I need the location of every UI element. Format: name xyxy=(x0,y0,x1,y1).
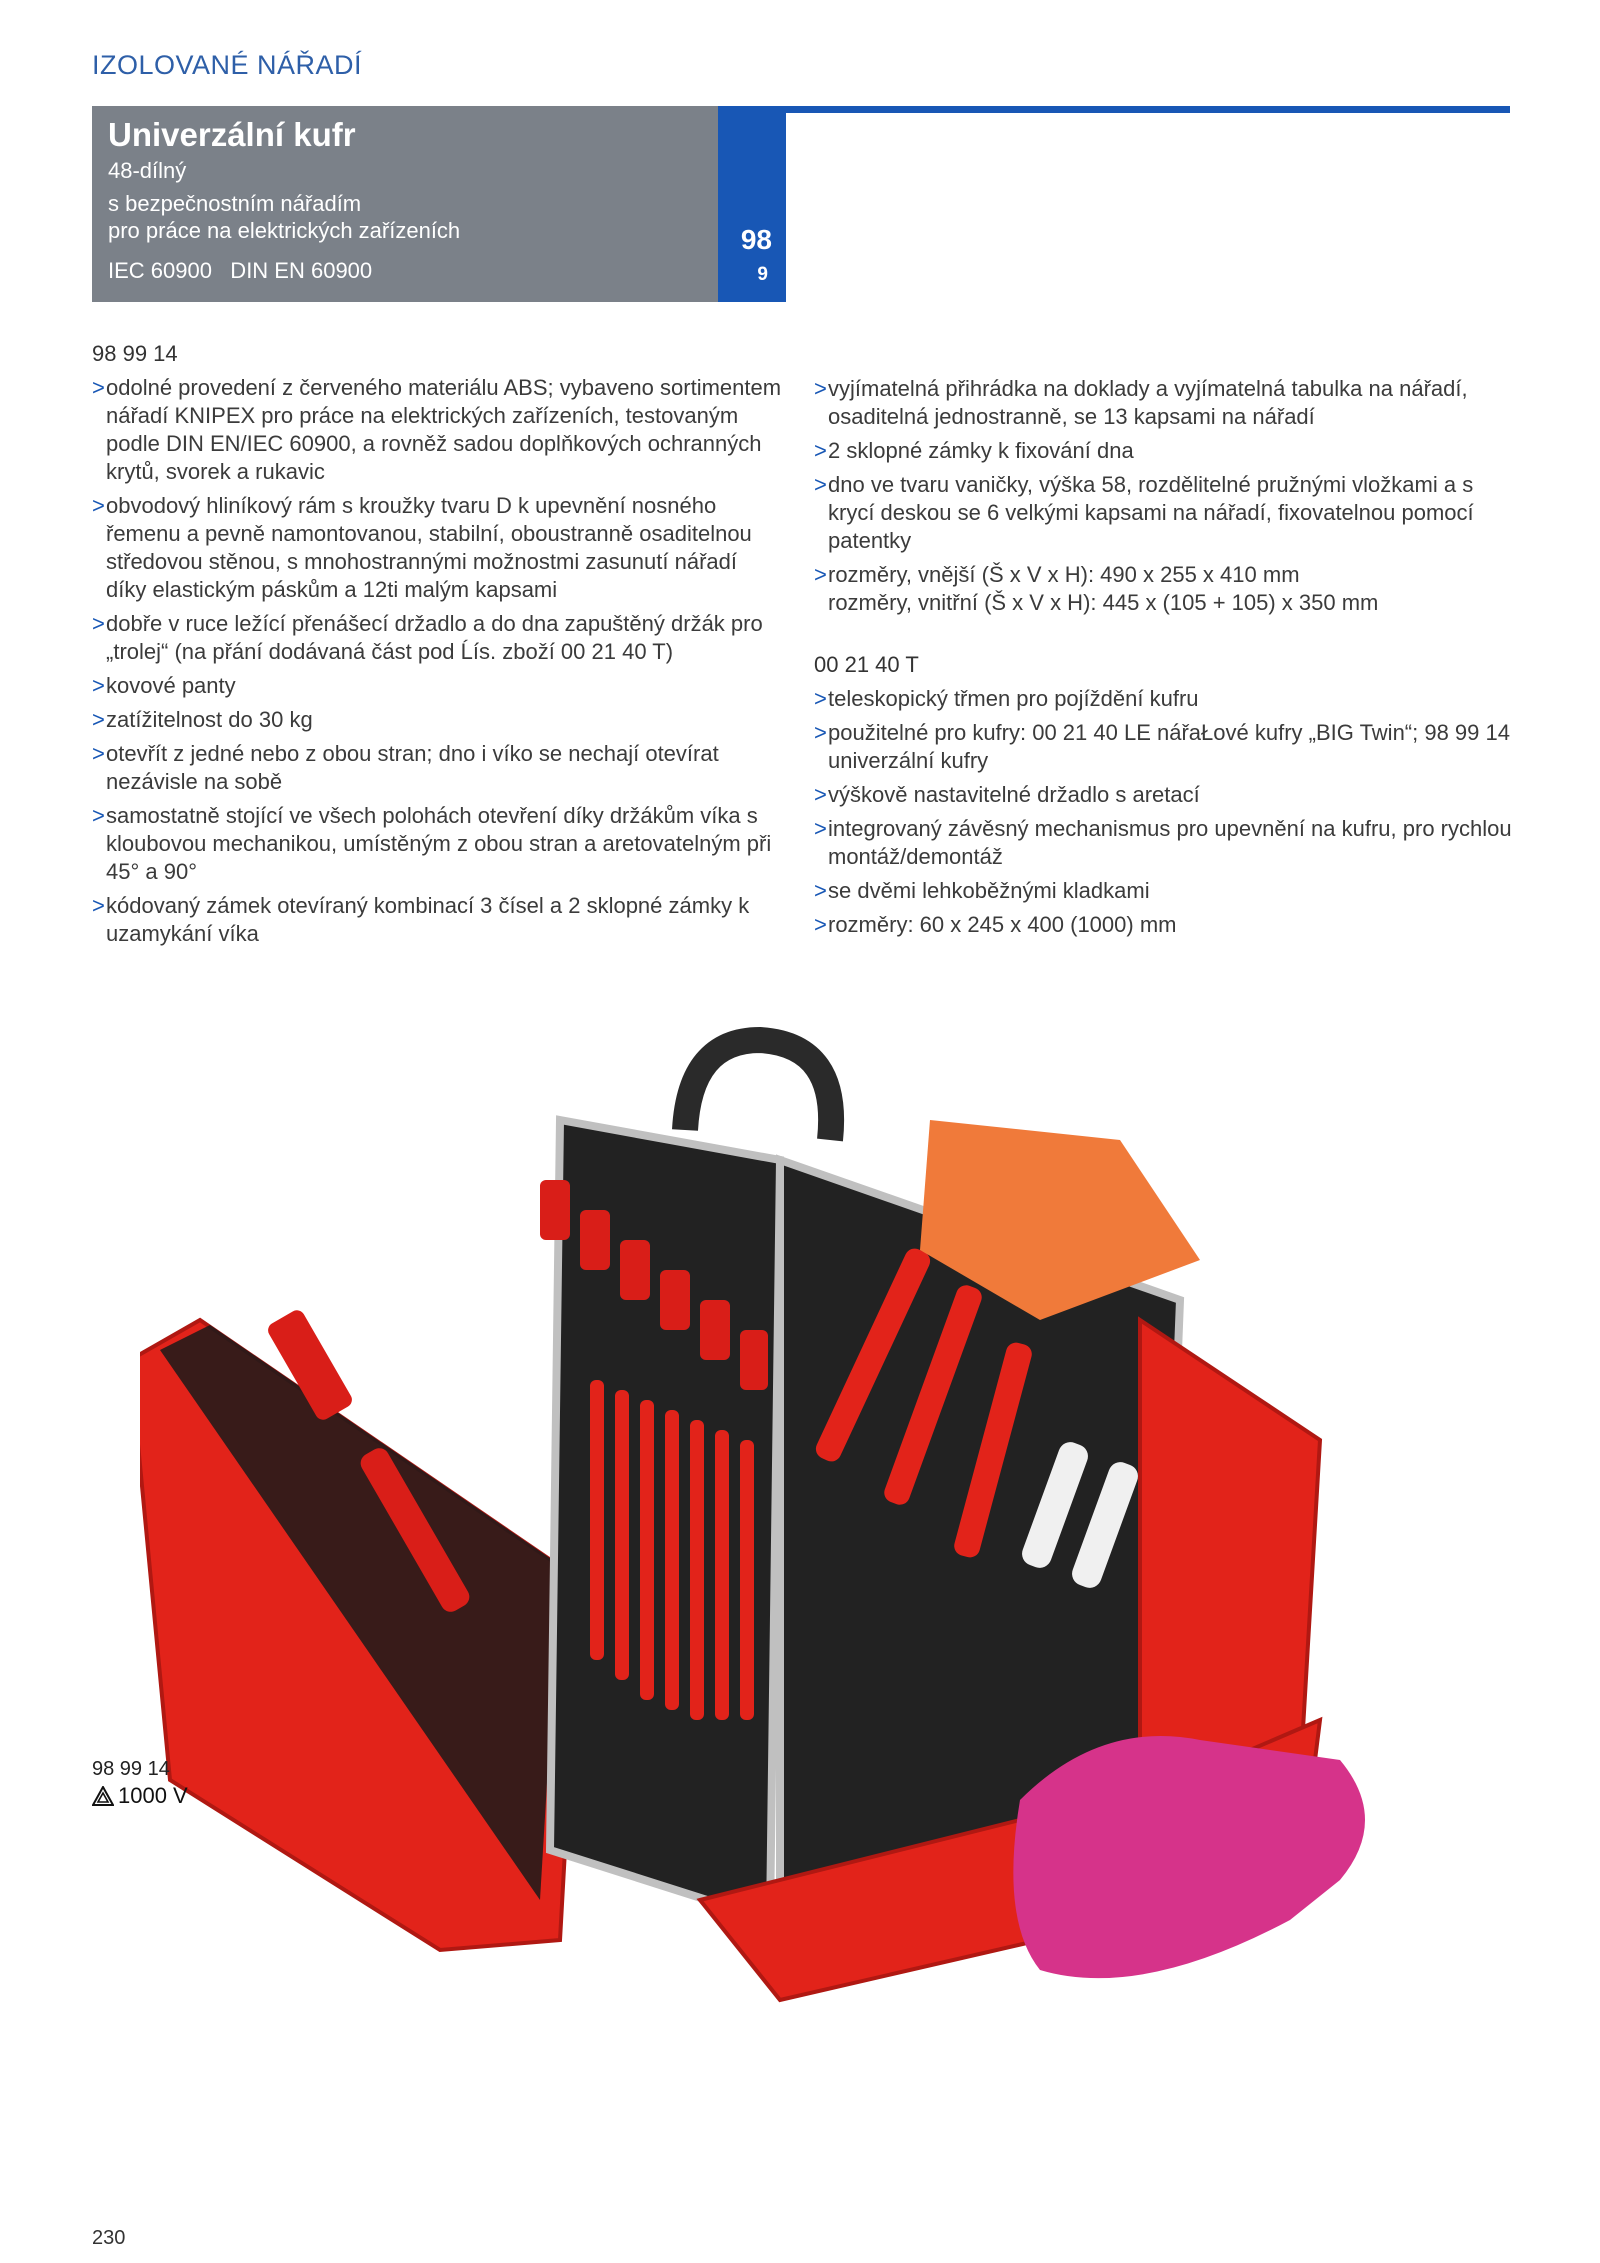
list-item: > rozměry: 60 x 245 x 400 (1000) mm xyxy=(814,911,1514,939)
header-rule xyxy=(718,106,1510,113)
voltage-rating xyxy=(92,1783,188,1809)
list-item: > výškově nastavitelné držadlo s aretací xyxy=(814,781,1514,809)
header-line-safety: s bezpečnostním nářadím xyxy=(108,191,362,216)
list-item: > se dvěmi lehkoběžnými kladkami xyxy=(814,877,1514,905)
left-column xyxy=(92,340,782,954)
trolley-feature-list xyxy=(814,685,1514,939)
header-line-electrical: pro práce na elektrických zařízeních xyxy=(108,218,461,243)
list-item: > dno ve tvaru vaničky, výška 58, rozdělitelné pružnými vložkami a s krycí deskou se 6 velkými kapsami na nářadí, fixovatelnou pomocí patentky xyxy=(814,471,1514,555)
list-item: > zatížitelnost do 30 kg xyxy=(92,706,782,734)
list-item: > vyjímatelná přihrádka na doklady a vyjímatelná tabulka na nářadí, osaditelná jednostranně, se 13 kapsami na nářadí xyxy=(814,375,1514,431)
list-item: > rozměry, vnější (Š x V x H): 490 x 255 x 410 mm rozměry, vnitřní (Š x V x H): 445 x (105 + 105) x 350 mm xyxy=(814,561,1514,617)
section-title: IZOLOVANÉ NÁŘADÍ xyxy=(92,50,363,80)
list-item: > odolné provedení z červeného materiálu ABS; vybaveno sortimentem nářadí KNIPEX pro práce na elektrických zařízeních, testovaným podle DIN EN/IEC 60900, a rovněž sadou doplňkových ochranných krytů, svorek a rukavic xyxy=(92,374,782,486)
feature-list xyxy=(814,375,1514,617)
list-item: > kovové panty xyxy=(92,672,782,700)
list-item: > integrovaný závěsný mechanismus pro upevnění na kufru, pro rychlou montáž/demontáž xyxy=(814,815,1514,871)
list-item: > použitelné pro kufry: 00 21 40 LE nářaŁové kufry „BIG Twin“; 98 99 14 univerzální kufry xyxy=(814,719,1514,775)
chapter-subnumber: 9 xyxy=(757,264,768,285)
page-number: 230 xyxy=(92,2227,126,2249)
header-line-standards: IEC 60900 DIN EN 60900 xyxy=(108,258,373,283)
image-caption-article: 98 99 14 xyxy=(92,1758,170,1780)
list-item: > otevřít z jedné nebo z obou stran; dno i víko se nechají otevírat nezávisle na sobě xyxy=(92,740,782,796)
list-item: > dobře v ruce ležící přenášecí držadlo a do dna zapuštěný držák pro „trolej“ (na přání dodávaná část pod Ĺís. zboží 00 21 40 T) xyxy=(92,610,782,666)
list-item: > samostatně stojící ve všech polohách otevření díky držákům víka s kloubovou mechanikou, umístěným z obou stran a aretovatelným při 45° a 90° xyxy=(92,802,782,886)
feature-list xyxy=(92,374,782,948)
right-column xyxy=(814,375,1514,945)
product-header xyxy=(92,106,718,302)
tool-case-image xyxy=(140,1020,1390,2080)
header-line-pieces: 48-dílný xyxy=(108,158,187,183)
chapter-tab xyxy=(718,106,786,302)
article-code: 98 99 14 xyxy=(92,341,178,366)
list-item: > kódovaný zámek otevíraný kombinací 3 čísel a 2 sklopné zámky k uzamykání víka xyxy=(92,892,782,948)
list-item: > teleskopický třmen pro pojíždění kufru xyxy=(814,685,1514,713)
voltage-value: 1000 V xyxy=(118,1783,188,1808)
chapter-number: 98 xyxy=(740,224,772,255)
product-title: Univerzální kufr xyxy=(108,116,356,153)
list-item: > obvodový hliníkový rám s kroužky tvaru D k upevnění nosného řemenu a pevně namontovanou, stabilní, oboustranně osaditelnou středovou stěnou, s mnohostrannými možnostmi zasunutí nářadí díky elastickým páskům a 12ti malým kapsami xyxy=(92,492,782,604)
article-code: 00 21 40 T xyxy=(814,652,919,677)
double-triangle-icon xyxy=(92,1786,114,1806)
list-item: > 2 sklopné zámky k fixování dna xyxy=(814,437,1514,465)
